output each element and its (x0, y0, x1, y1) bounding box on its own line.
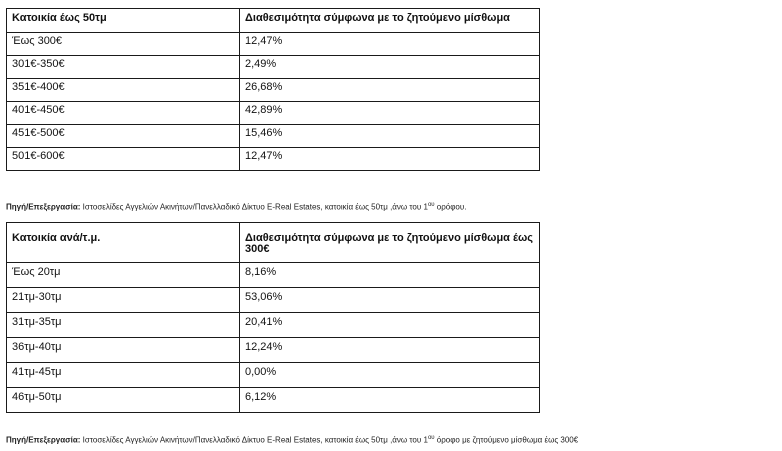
table-row (7, 363, 540, 388)
percentage-cell: 2,49% (240, 56, 540, 79)
size-range-cell: 41τμ-45τμ (7, 363, 240, 388)
rent-range-cell: 301€-350€ (7, 56, 240, 79)
source-note (6, 202, 466, 212)
source-text-end: ορόφου. (434, 202, 467, 212)
source-text-end: όροφο με ζητούμενο μίσθωμα έως 300€ (434, 435, 579, 445)
size-range-cell: Έως 20τμ (7, 263, 240, 288)
percentage-cell: 12,47% (240, 33, 540, 56)
rent-range-cell: 351€-400€ (7, 79, 240, 102)
size-range-cell: 21τμ-30τμ (7, 288, 240, 313)
percentage-cell: 15,46% (240, 125, 540, 148)
rent-range-cell: Έως 300€ (7, 33, 240, 56)
table-row (7, 56, 540, 79)
table-row (7, 288, 540, 313)
table-header-row (7, 223, 540, 263)
column-header-size: Κατοικία ανά/τ.μ. (7, 223, 240, 263)
column-header-apartment: Κατοικία έως 50τμ (7, 9, 240, 33)
table-row (7, 388, 540, 413)
ordinal-superscript: ου (427, 202, 435, 208)
size-availability-table (6, 222, 540, 413)
table-row (7, 313, 540, 338)
table-row (7, 79, 540, 102)
source-label: Πηγή/Επεξεργασία: (6, 435, 81, 445)
size-range-cell: 36τμ-40τμ (7, 338, 240, 363)
table-row (7, 33, 540, 56)
table-row (7, 125, 540, 148)
source-text: Ιστοσελίδες Αγγελιών Ακινήτων/Πανελλαδικό Δίκτυο E-Real Estates, κατοικία έως 50τμ ,άνω του 1 (80, 202, 428, 212)
column-header-availability: Διαθεσιμότητα σύμφωνα με το ζητούμενο μίσθωμα έως 300€ (240, 223, 540, 263)
percentage-cell: 20,41% (240, 313, 540, 338)
percentage-cell: 53,06% (240, 288, 540, 313)
table-row (7, 338, 540, 363)
rent-range-cell: 501€-600€ (7, 148, 240, 171)
source-note (6, 435, 578, 445)
percentage-cell: 26,68% (240, 79, 540, 102)
table-row (7, 148, 540, 171)
percentage-cell: 12,24% (240, 338, 540, 363)
ordinal-superscript: ου (427, 435, 435, 441)
column-header-availability: Διαθεσιμότητα σύμφωνα με το ζητούμενο μίσθωμα (240, 9, 540, 33)
percentage-cell: 0,00% (240, 363, 540, 388)
source-text: Ιστοσελίδες Αγγελιών Ακινήτων/Πανελλαδικό Δίκτυο E-Real Estates, κατοικία έως 50τμ ,άνω του 1 (80, 435, 428, 445)
percentage-cell: 8,16% (240, 263, 540, 288)
size-range-cell: 31τμ-35τμ (7, 313, 240, 338)
rent-availability-table (6, 8, 540, 171)
percentage-cell: 42,89% (240, 102, 540, 125)
table-row (7, 263, 540, 288)
source-label: Πηγή/Επεξεργασία: (6, 202, 81, 212)
rent-range-cell: 401€-450€ (7, 102, 240, 125)
percentage-cell: 6,12% (240, 388, 540, 413)
size-range-cell: 46τμ-50τμ (7, 388, 240, 413)
table-row (7, 102, 540, 125)
table-header-row (7, 9, 540, 33)
rent-range-cell: 451€-500€ (7, 125, 240, 148)
percentage-cell: 12,47% (240, 148, 540, 171)
